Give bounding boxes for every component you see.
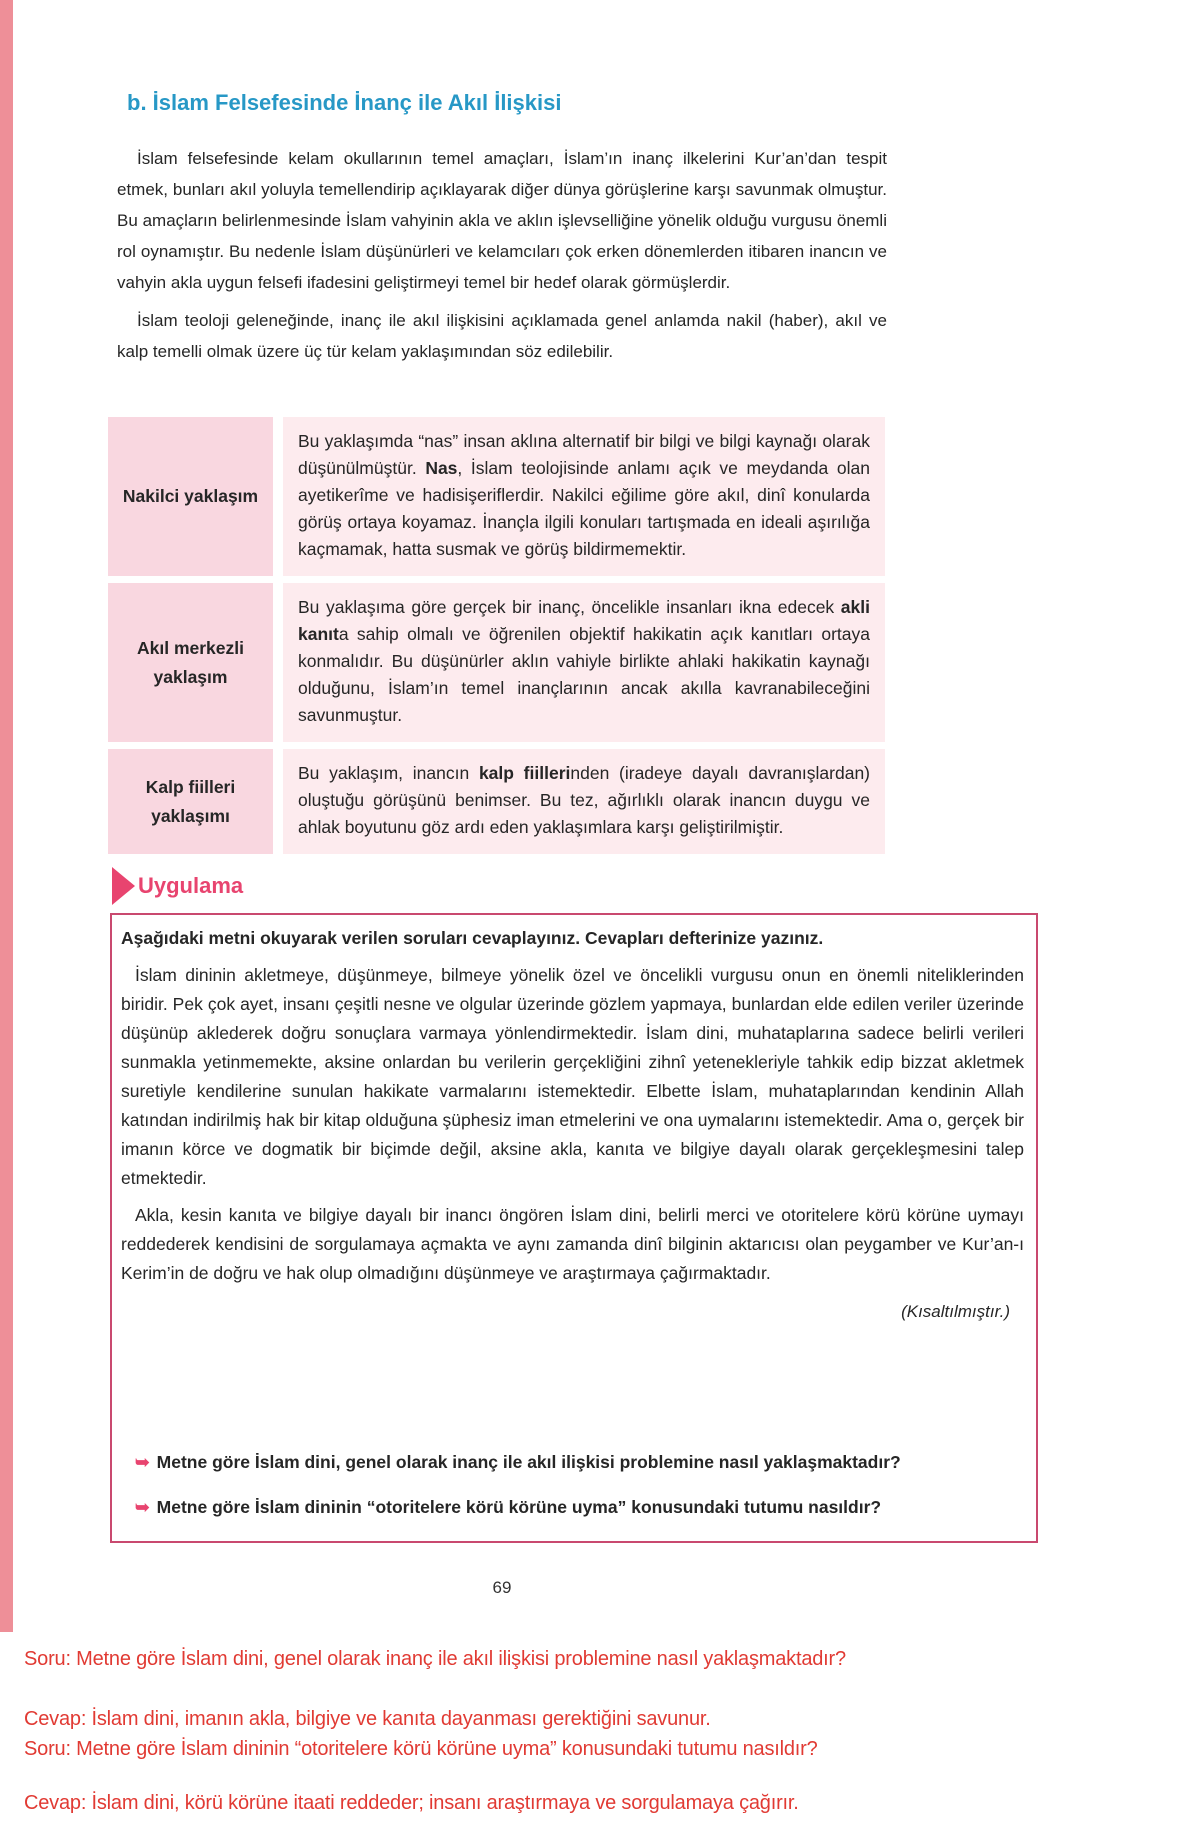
- page-number: 69: [492, 1578, 512, 1597]
- uygulama-header: [112, 867, 243, 905]
- body-paragraph: İslam teoloji geleneğinde, inanç ile akıl ilişkisini açıklamada genel anlamda nakil (haber), akıl ve kalp temelli olmak üzere üç tür kelam yaklaşımından söz edilebilir.: [117, 311, 887, 361]
- question-arrow-icon: ➥: [135, 1497, 150, 1517]
- exercise-question: [121, 1447, 1024, 1478]
- spacer: [121, 1322, 1024, 1447]
- approach-description: [283, 583, 885, 742]
- approach-label: Kalp fiilleri yaklaşımı: [108, 749, 273, 854]
- page-edge-strip: [0, 0, 13, 1632]
- exercise-paragraph: İslam dininin akletmeye, düşünmeye, bilmeye yönelik özel ve öncelikli vurgusu onun en önemli niteliklerinden biridir. Pek çok ayet, insanı çeşitli nesne ve olgular üzerinde gözlem yapmaya, bunlardan elde edilen veriler üzerinde düşünüp aklederek doğru sonuçlara varmaya yönlendirmektedir. İslam dini, muhataplarına sadece belirli verileri sunmakla yetinmemekte, aksine onlardan bu verilerin gerçekliğini zihnî yetenekleriyle tahkik edip bizzat akletmek suretiyle kendilerine sunulan hakikate varmalarını istemektedir. Elbette İslam, muhataplarından kendinin Allah katından indirilmiş hak bir kitap olduğuna şüphesiz iman etmelerini ve ona uymalarını istemektedir. Ama o, gerçek bir imanın körce ve dogmatik bir biçimde değil, aksine akla, kanıta ve bilgiye dayalı olarak gerçekleşmesini talep etmektedir.: [121, 965, 1024, 1188]
- uygulama-box: [110, 913, 1038, 1543]
- approach-label: Nakilci yaklaşım: [108, 417, 273, 576]
- description-text: Bu yaklaşıma göre gerçek bir inanç, öncelikle insanları ikna edecek: [298, 597, 841, 617]
- annotation-question: Soru: Metne göre İslam dini, genel olarak inanç ile akıl ilişkisi problemine nasıl yaklaşmaktadır?: [24, 1648, 846, 1670]
- source-note: (Kısaltılmıştır.): [901, 1302, 1010, 1321]
- table-row: [108, 749, 885, 854]
- description-bold-term: akli kanıt: [298, 597, 870, 644]
- question-arrow-icon: ➥: [135, 1452, 150, 1472]
- triangle-arrow-icon: [112, 867, 135, 905]
- description-bold-term: Nas: [425, 458, 458, 478]
- uygulama-title: Uygulama: [138, 873, 244, 898]
- annotation-answer: Cevap: İslam dini, körü körüne itaati reddeder; insanı araştırmaya ve sorgulamaya çağırır.: [24, 1792, 799, 1814]
- exercise-instruction: Aşağıdaki metni okuyarak verilen soruları cevaplayınız. Cevapları defterinize yazınız.: [121, 928, 824, 948]
- approach-description: [283, 749, 885, 854]
- description-text: Bu yaklaşım, inancın: [298, 763, 479, 783]
- exercise-paragraph: Akla, kesin kanıta ve bilgiye dayalı bir inancı öngören İslam dini, belirli merci ve otoritelere körü körüne uymayı reddederek kendisini de sorgulamaya açmakta ve aynı zamanda dinî bilginin aktarıcısı olan peygamber ve Kur’an-ı Kerim’in de doğru ve hak olup olmadığını düşünmeye ve araştırmaya çağırmaktadır.: [121, 1205, 1024, 1283]
- question-text: Metne göre İslam dini, genel olarak inanç ile akıl ilişkisi problemine nasıl yaklaşmaktadır?: [156, 1452, 901, 1472]
- description-bold-term: kalp fiilleri: [478, 763, 571, 783]
- exercise-question: [121, 1492, 1024, 1523]
- question-text: Metne göre İslam dininin “otoritelere körü körüne uyma” konusundaki tutumu nasıldır?: [156, 1497, 882, 1517]
- description-text: , İslam teolojisinde anlamı açık ve meydanda olan ayetikerîme ve hadisişeriflerdir. Nakilci eğilime göre akıl, dinî konularda görüş ortaya koyamaz. İnançla ilgili konuları tartışmada en ideali aşırılığa kaçmamak, hatta susmak ve görüş bildirmemektir.: [298, 458, 870, 559]
- annotation-question: Soru: Metne göre İslam dininin “otoritelere körü körüne uyma” konusundaki tutumu nasıldır?: [24, 1738, 818, 1760]
- approach-description: [283, 417, 885, 576]
- description-text: Bu yaklaşımda “nas” insan aklına alternatif bir bilgi ve bilgi kaynağı olarak düşünülmüştür.: [298, 431, 870, 478]
- body-paragraph: İslam felsefesinde kelam okullarının temel amaçları, İslam’ın inanç ilkelerini Kur’an’dan tespit etmek, bunları akıl yoluyla temellendirip açıklayarak diğer dünya görüşlerine karşı savunmak olmuştur. Bu amaçların belirlenmesinde İslam vahyinin akla ve aklın işlevselliğine yönelik olduğu vurgusu önemli rol oynamıştır. Bu nedenle İslam düşünürleri ve kelamcıları çok erken dönemlerden itibaren inancın ve vahyin akla uygun felsefi ifadesini geliştirmeyi temel bir hedef olarak görmüşlerdir.: [117, 149, 887, 292]
- description-text: nden (iradeye dayalı davranışlardan) oluştuğu görüşünü benimser. Bu tez, ağırlıklı olarak inancın duygu ve ahlak boyutunu göz ardı eden yaklaşımlara karşı geliştirilmiştir.: [298, 763, 871, 837]
- annotation-answer: Cevap: İslam dini, imanın akla, bilgiye ve kanıta dayanması gerektiğini savunur.: [24, 1708, 711, 1730]
- description-text: a sahip olmalı ve öğrenilen objektif hakikatin açık kanıtları ortaya konmalıdır. Bu düşünürler aklın vahiyle birlikte ahlaki hakikatin kaynağı olduğunu, İslam’ın temel inançlarının ancak akılla kavranabileceğini savunmuştur.: [298, 624, 870, 725]
- approach-label: Akıl merkezli yaklaşım: [108, 583, 273, 742]
- kelam-approaches-table: [108, 417, 885, 854]
- table-row: [108, 583, 885, 742]
- table-row: [108, 417, 885, 576]
- section-title: b. İslam Felsefesinde İnanç ile Akıl İlişkisi: [127, 90, 562, 115]
